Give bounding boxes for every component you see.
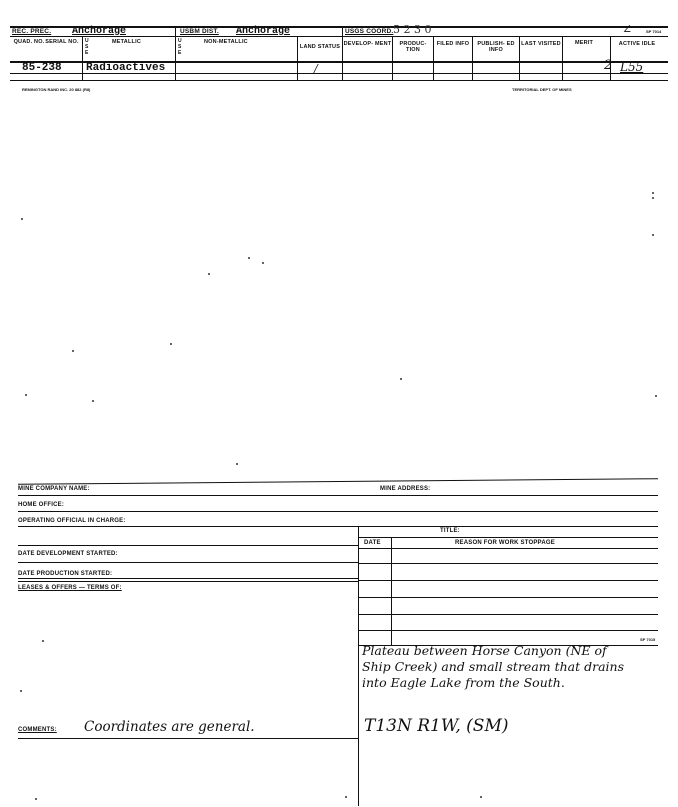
date-col-label: DATE <box>364 540 381 546</box>
stub-code: SP 7015 <box>640 637 656 642</box>
land-status-mark: / <box>314 62 318 75</box>
use-letters-nonmetallic: U S E <box>178 38 182 56</box>
usbm-dist-value: Anchorage <box>236 26 291 37</box>
merit-label: MERIT <box>575 40 594 46</box>
non-metallic-label: NON-METALLIC <box>204 39 248 45</box>
township-line: T13N R1W, (SM) <box>364 716 509 736</box>
location-line-1: Plateau between Horse Canyon (NE of <box>362 643 607 658</box>
comments-label: COMMENTS: <box>18 727 57 733</box>
location-line-3: into Eagle Lake from the South. <box>362 675 565 690</box>
home-office-label: HOME OFFICE: <box>18 502 65 508</box>
production-label: PRODUC- TION <box>399 41 427 53</box>
merit-mark: 2 <box>604 58 613 73</box>
mine-company-label: MINE COMPANY NAME: <box>18 486 90 492</box>
reason-col-label: REASON FOR WORK STOPPAGE <box>455 540 555 546</box>
development-label: DEVELOP- MENT <box>343 41 392 47</box>
quad-no-label: QUAD. NO. <box>13 39 45 45</box>
published-info-label: PUBLISH- ED INFO <box>477 41 515 53</box>
location-line-2: Ship Creek) and small stream that drains <box>362 659 625 674</box>
metallic-value: Radioactives <box>86 62 166 74</box>
top-check-mark: ∠ <box>622 22 633 36</box>
rec-prec-label: REC. PREC. <box>12 28 52 35</box>
operating-official-label: OPERATING OFFICIAL IN CHARGE: <box>18 518 126 524</box>
title-label: TITLE: <box>440 528 460 534</box>
usbm-dist-label: USBM DIST. <box>180 28 219 35</box>
dept-line: TERRITORIAL DEPT. OF MINES <box>512 87 572 92</box>
last-visited-label: LAST VISITED <box>521 41 561 47</box>
active-idle-label: ACTIVE IDLE <box>618 41 656 47</box>
mine-address-label: MINE ADDRESS: <box>380 486 431 492</box>
metallic-label: METALLIC <box>112 39 141 45</box>
dev-started-label: DATE DEVELOPMENT STARTED: <box>18 551 118 557</box>
leases-label: LEASES & OFFERS — TERMS OF: <box>18 585 122 591</box>
serial-no-label: SERIAL NO. <box>45 39 79 45</box>
usgs-coord-label: USGS COORD. <box>345 28 394 35</box>
rec-prec-value: Anchorage <box>72 26 127 37</box>
usgs-coord-value: 5 2 3 0 <box>393 23 432 36</box>
use-letters-metallic: U S E <box>85 38 89 56</box>
filed-info-label: FILED INFO <box>436 41 470 47</box>
printer-line: REMINGTON RAND INC. 20 882 (R8) <box>22 87 91 92</box>
land-status-label: LAND STATUS <box>299 44 341 50</box>
active-idle-mark: L55 <box>620 60 644 74</box>
comments-value: Coordinates are general. <box>84 719 255 735</box>
quad-serial-value: 85-238 <box>22 62 62 74</box>
prod-started-label: DATE PRODUCTION STARTED: <box>18 571 113 577</box>
form-code: SP 7014 <box>646 29 662 34</box>
